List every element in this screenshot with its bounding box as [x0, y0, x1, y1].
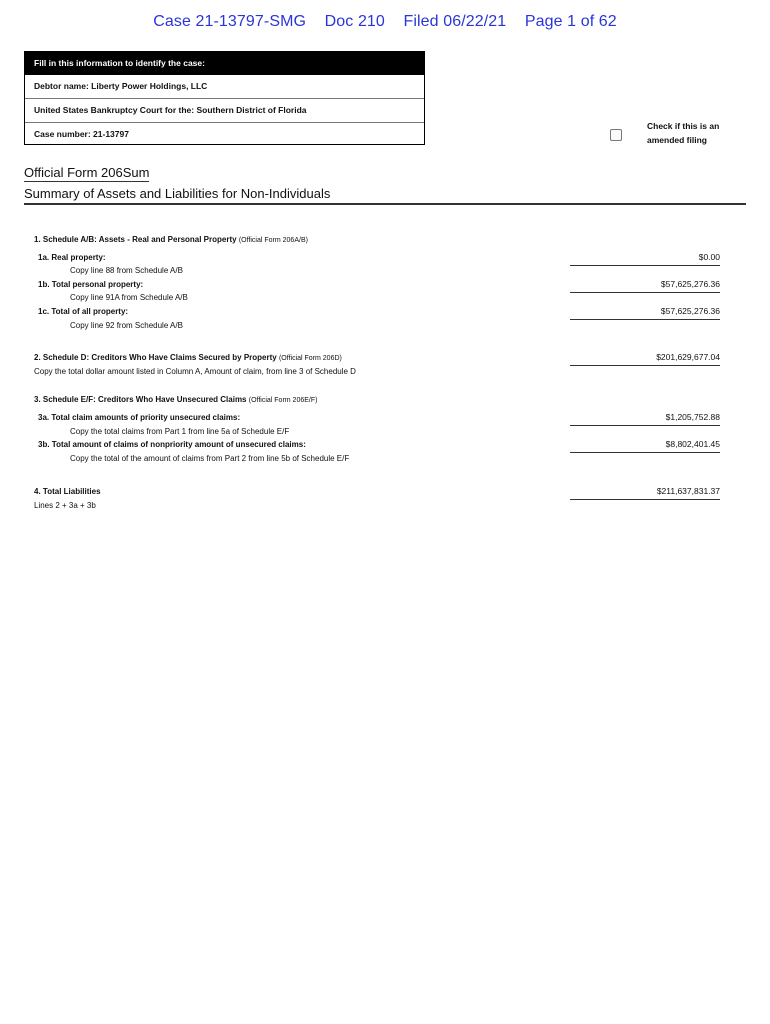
case-id: Case 21-13797-SMG	[153, 13, 307, 30]
title-divider	[24, 203, 746, 205]
section-4-heading: 4. Total Liabilities	[34, 487, 101, 496]
doc-number: Doc 210	[324, 13, 385, 30]
form-subtitle: Summary of Assets and Liabilities for Non-Individuals	[24, 186, 331, 201]
line-1b-amount: $57,625,276.36	[570, 278, 720, 293]
debtor-name: Debtor name: Liberty Power Holdings, LLC	[25, 75, 424, 99]
section-1-heading: 1. Schedule A/B: Assets - Real and Personal Property (Official Form 206A/B)	[34, 235, 308, 244]
amended-filing-checkbox[interactable]	[610, 129, 622, 141]
filed-date: Filed 06/22/21	[403, 13, 507, 30]
line-3b-note: Copy the total of the amount of claims from Part 2 from line 5b of Schedule E/F	[70, 454, 350, 463]
line-1b-note: Copy line 91A from Schedule A/B	[70, 293, 188, 302]
line-1c-note: Copy line 92 from Schedule A/B	[70, 321, 183, 330]
line-1a-amount: $0.00	[570, 251, 720, 266]
section-2-amount: $201,629,677.04	[570, 351, 720, 366]
line-3a-note: Copy the total claims from Part 1 from line 5a of Schedule E/F	[70, 427, 290, 436]
page-number: Page 1 of 62	[524, 13, 617, 30]
line-3a-label: 3a. Total claim amounts of priority unsecured claims:	[38, 413, 241, 422]
amended-filing-label: Check if this is an amended filing	[647, 121, 720, 145]
line-1b-label: 1b. Total personal property:	[38, 280, 144, 289]
line-3b-label: 3b. Total amount of claims of nonpriority amount of unsecured claims:	[38, 440, 306, 449]
total-liabilities-amount: $211,637,831.37	[570, 485, 720, 500]
case-info-box	[24, 51, 425, 145]
line-1c-label: 1c. Total of all property:	[38, 307, 129, 316]
section-2-heading: 2. Schedule D: Creditors Who Have Claims Secured by Property (Official Form 206D)	[34, 353, 342, 362]
line-1a-label: 1a. Real property:	[38, 253, 106, 262]
section-2-note: Copy the total dollar amount listed in Column A, Amount of claim, from line 3 of Schedule D	[34, 367, 356, 376]
section-3-heading: 3. Schedule E/F: Creditors Who Have Unsecured Claims (Official Form 206E/F)	[34, 395, 318, 404]
form-title: Official Form 206Sum	[24, 165, 150, 180]
court-name: United States Bankruptcy Court for the: Southern District of Florida	[25, 99, 424, 123]
line-3b-amount: $8,802,401.45	[570, 438, 720, 453]
section-4-note: Lines 2 + 3a + 3b	[34, 501, 96, 510]
line-1a-note: Copy line 88 from Schedule A/B	[70, 266, 183, 275]
court-header	[0, 13, 770, 31]
line-3a-amount: $1,205,752.88	[570, 411, 720, 426]
case-number: Case number: 21-13797	[34, 129, 129, 139]
line-1c-amount: $57,625,276.36	[570, 305, 720, 320]
case-info-heading: Fill in this information to identify the case:	[25, 52, 424, 75]
